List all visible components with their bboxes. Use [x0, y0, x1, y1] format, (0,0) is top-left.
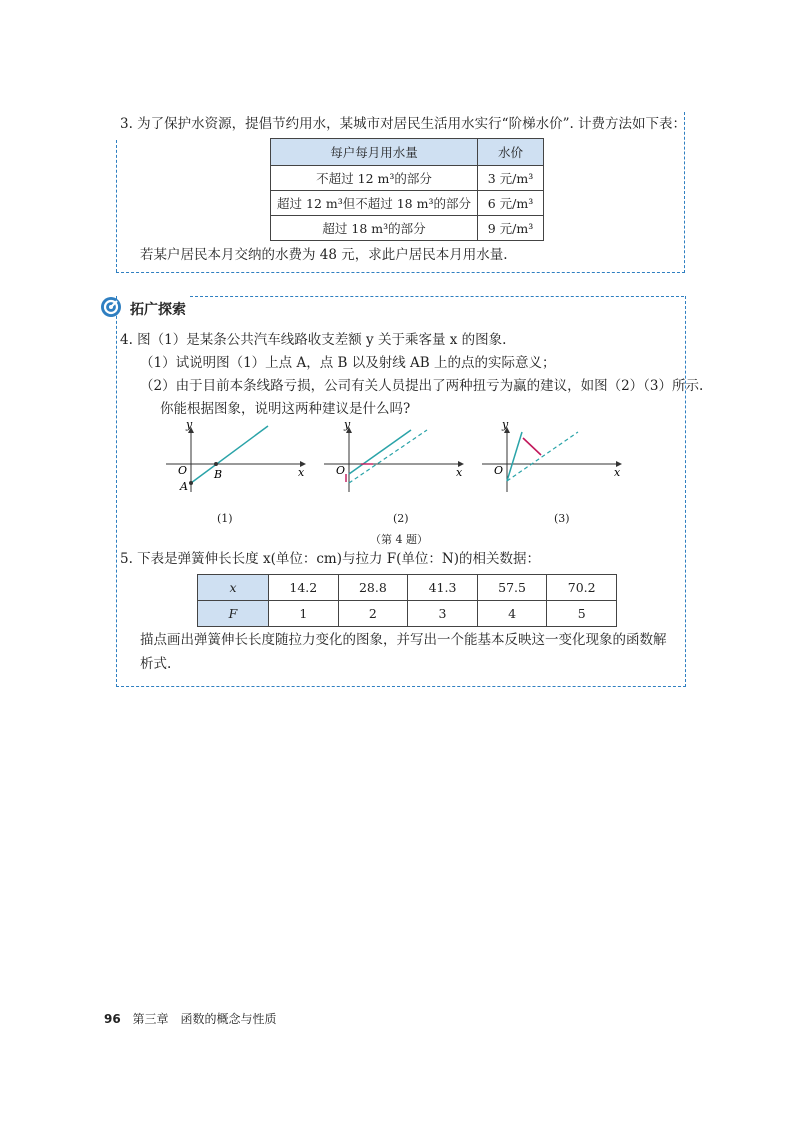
- graph-2: [324, 418, 463, 492]
- x-value-cell: 14.2: [269, 575, 339, 601]
- graph-3-origin: O: [494, 464, 504, 477]
- graph-1-point-b: B: [214, 468, 223, 481]
- problem-5-question-line-2: 析式.: [140, 656, 172, 672]
- problem-5-text: 5. 下表是弹簧伸长长度 x(单位：cm)与拉力 F(单位：N)的相关数据：: [120, 551, 540, 567]
- x-value-cell: 28.8: [338, 575, 408, 601]
- graph-2-caption: (2): [393, 512, 409, 525]
- graph-1-point-a: A: [180, 480, 188, 493]
- problem-5-question-line-1: 描点画出弹簧伸长长度随拉力变化的图象，并写出一个能基本反映这一变化现象的函数解: [140, 632, 667, 648]
- page-footer: [104, 1010, 277, 1027]
- graph-3-y-label: y: [502, 418, 509, 431]
- spring-data-table: [197, 574, 617, 627]
- row-header-f: F: [198, 601, 269, 627]
- graph-2-origin: O: [336, 464, 346, 477]
- f-value-cell: 2: [338, 601, 408, 627]
- graph-1: [166, 418, 305, 493]
- x-value-cell: 70.2: [547, 575, 617, 601]
- section-title: 拓广探索: [130, 302, 186, 318]
- usage-cell: 超过 18 m³的部分: [271, 216, 478, 241]
- usage-cell: 不超过 12 m³的部分: [271, 166, 478, 191]
- price-cell: 9 元/m³: [478, 216, 544, 241]
- graph-1-y-label: y: [186, 418, 193, 431]
- problem-4-q2a: （2）由于目前本条线路亏损，公司有关人员提出了两种扭亏为赢的建议，如图（2）（3）所示.: [140, 378, 704, 394]
- f-value-cell: 4: [477, 601, 547, 627]
- usage-cell: 超过 12 m³但不超过 18 m³的部分: [271, 191, 478, 216]
- figure-caption: （第 4 题）: [370, 533, 428, 546]
- price-cell: 3 元/m³: [478, 166, 544, 191]
- page-number: 96: [104, 1012, 121, 1026]
- graph-1-x-label: x: [298, 466, 305, 479]
- graph-2-y-label: y: [344, 418, 351, 431]
- x-value-cell: 41.3: [408, 575, 478, 601]
- f-value-cell: 3: [408, 601, 478, 627]
- f-value-cell: 1: [269, 601, 339, 627]
- problem-4-text: 4. 图（1）是某条公共汽车线路收支差额 y 关于乘客量 x 的图象.: [120, 332, 507, 348]
- problem-4-q2b: 你能根据图象，说明这两种建议是什么吗?: [160, 401, 411, 417]
- graph-3-caption: (3): [554, 512, 570, 525]
- row-header-x: x: [198, 575, 269, 601]
- chapter-title: 第三章 函数的概念与性质: [132, 1012, 277, 1026]
- graph-2-x-label: x: [456, 466, 463, 479]
- problem-3-question: 若某户居民本月交纳的水费为 48 元，求此户居民本月用水量.: [140, 247, 508, 263]
- graph-1-caption: (1): [217, 512, 233, 525]
- graph-1-origin: O: [178, 464, 188, 477]
- x-value-cell: 57.5: [477, 575, 547, 601]
- problem-4-q1: （1）试说明图（1）上点 A，点 B 以及射线 AB 上的点的实际意义；: [140, 355, 556, 371]
- problem-3-text: 3. 为了保护水资源，提倡节约用水，某城市对居民生活用水实行“阶梯水价”. 计费方法如下表：: [120, 116, 687, 132]
- table-header-price: 水价: [478, 139, 544, 166]
- price-cell: 6 元/m³: [478, 191, 544, 216]
- f-value-cell: 5: [547, 601, 617, 627]
- graph-3: [482, 418, 621, 492]
- table-header-usage: 每户每月用水量: [271, 139, 478, 166]
- graph-3-x-label: x: [614, 466, 621, 479]
